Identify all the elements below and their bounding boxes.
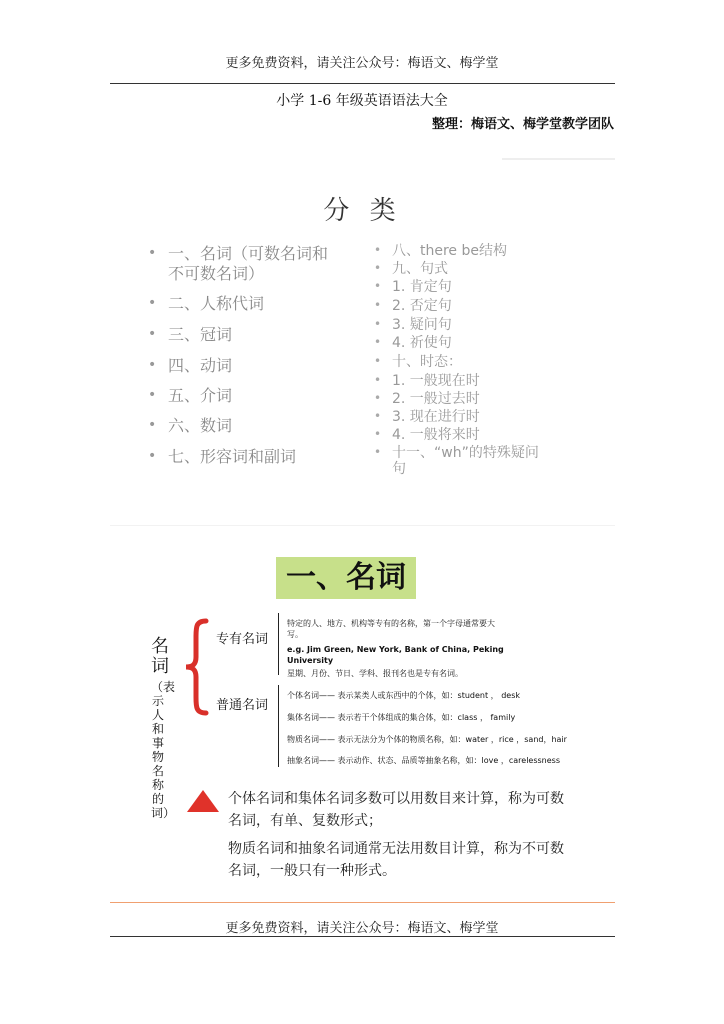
common-type-material: 物质名词—— 表示无法分为个体的物质名称，如：water ，rice ，sand，hair <box>287 735 567 744</box>
category-item: • 4. 祈使句 <box>374 335 452 351</box>
red-brace-icon <box>182 617 212 717</box>
category-item: • 3. 现在进行时 <box>374 409 480 425</box>
slide-edge <box>502 158 615 160</box>
category-item: • 十一、“wh”的特殊疑问 <box>374 445 539 461</box>
category-item: • 3. 疑问句 <box>374 317 452 333</box>
common-noun-label: 普通名词 <box>216 698 269 713</box>
category-item: • 2. 一般过去时 <box>374 391 480 407</box>
doc-title: 小学 1-6 年级英语语法大全 <box>276 93 448 109</box>
category-item: • 4. 一般将来时 <box>374 427 480 443</box>
category-item-cont: 不可数名词） <box>168 264 265 283</box>
category-item: • 1. 肯定句 <box>374 279 452 295</box>
category-slide <box>110 150 615 520</box>
common-bracket <box>278 685 279 767</box>
footer-accent-line <box>110 902 615 903</box>
category-item: • 十、时态： <box>374 354 462 370</box>
proper-noun-label: 专有名词 <box>216 632 269 647</box>
noun-slide <box>110 525 615 900</box>
slide-divider <box>110 525 615 526</box>
uncountable-note-2: 名词，一般只有一种形式。 <box>228 863 396 879</box>
noun-vertical-subheading: （表示人和事物名称的词） <box>151 680 176 820</box>
proper-note: 星期、月份、节日、学科、报刊名也是专有名词。 <box>287 669 463 678</box>
category-item: • 二、人称代词 <box>148 294 265 313</box>
category-item: • 八、there be结构 <box>374 243 507 259</box>
countable-note-1: 个体名词和集体名词多数可以用数目来计算，称为可数 <box>228 791 564 807</box>
category-item-cont: 句 <box>392 461 406 477</box>
proper-desc-2: 写。 <box>287 630 303 639</box>
section-badge-text: 一、名词 <box>286 560 406 595</box>
category-item: • 四、动词 <box>148 356 233 375</box>
category-item: • 九、句式 <box>374 261 448 277</box>
category-item: • 五、介词 <box>148 386 233 405</box>
countable-note-2: 名词，有单、复数形式； <box>228 813 382 829</box>
common-type-individual: 个体名词—— 表示某类人或东西中的个体，如：student ， desk <box>287 691 521 700</box>
category-item: • 一、名词（可数名词和 <box>148 244 329 263</box>
footer-promo: 更多免费资料，请关注公众号：梅语文、梅学堂 <box>225 921 499 936</box>
warning-triangle-icon <box>186 789 220 813</box>
common-type-abstract: 抽象名词—— 表示动作、状态、品质等抽象名称，如：love ，carelessness <box>287 756 561 765</box>
proper-example-2: University <box>287 656 334 665</box>
noun-vertical-heading: 名词 <box>151 636 169 677</box>
header-rule <box>110 83 615 84</box>
proper-desc-1: 特定的人、地方、机构等专有的名称，第一个字母通常要大 <box>287 619 495 628</box>
slide-title: 分 类 <box>323 196 402 226</box>
proper-example-1: e.g. Jim Green, New York, Bank of China, Peking <box>287 645 504 654</box>
footer-rule <box>110 936 615 937</box>
category-item: • 六、数词 <box>148 416 233 435</box>
common-type-collective: 集体名词—— 表示若干个体组成的集合体，如：class ， family <box>287 713 516 722</box>
category-item: • 七、形容词和副词 <box>148 447 297 466</box>
doc-team: 整理：梅语文、梅学堂教学团队 <box>431 117 614 132</box>
header-promo: 更多免费资料，请关注公众号：梅语文、梅学堂 <box>225 56 499 71</box>
category-item: • 三、冠词 <box>148 325 233 344</box>
uncountable-note-1: 物质名词和抽象名词通常无法用数目计算，称为不可数 <box>228 841 564 857</box>
category-item: • 1. 一般现在时 <box>374 373 480 389</box>
category-item: • 2. 否定句 <box>374 298 452 314</box>
proper-bracket <box>278 613 279 675</box>
